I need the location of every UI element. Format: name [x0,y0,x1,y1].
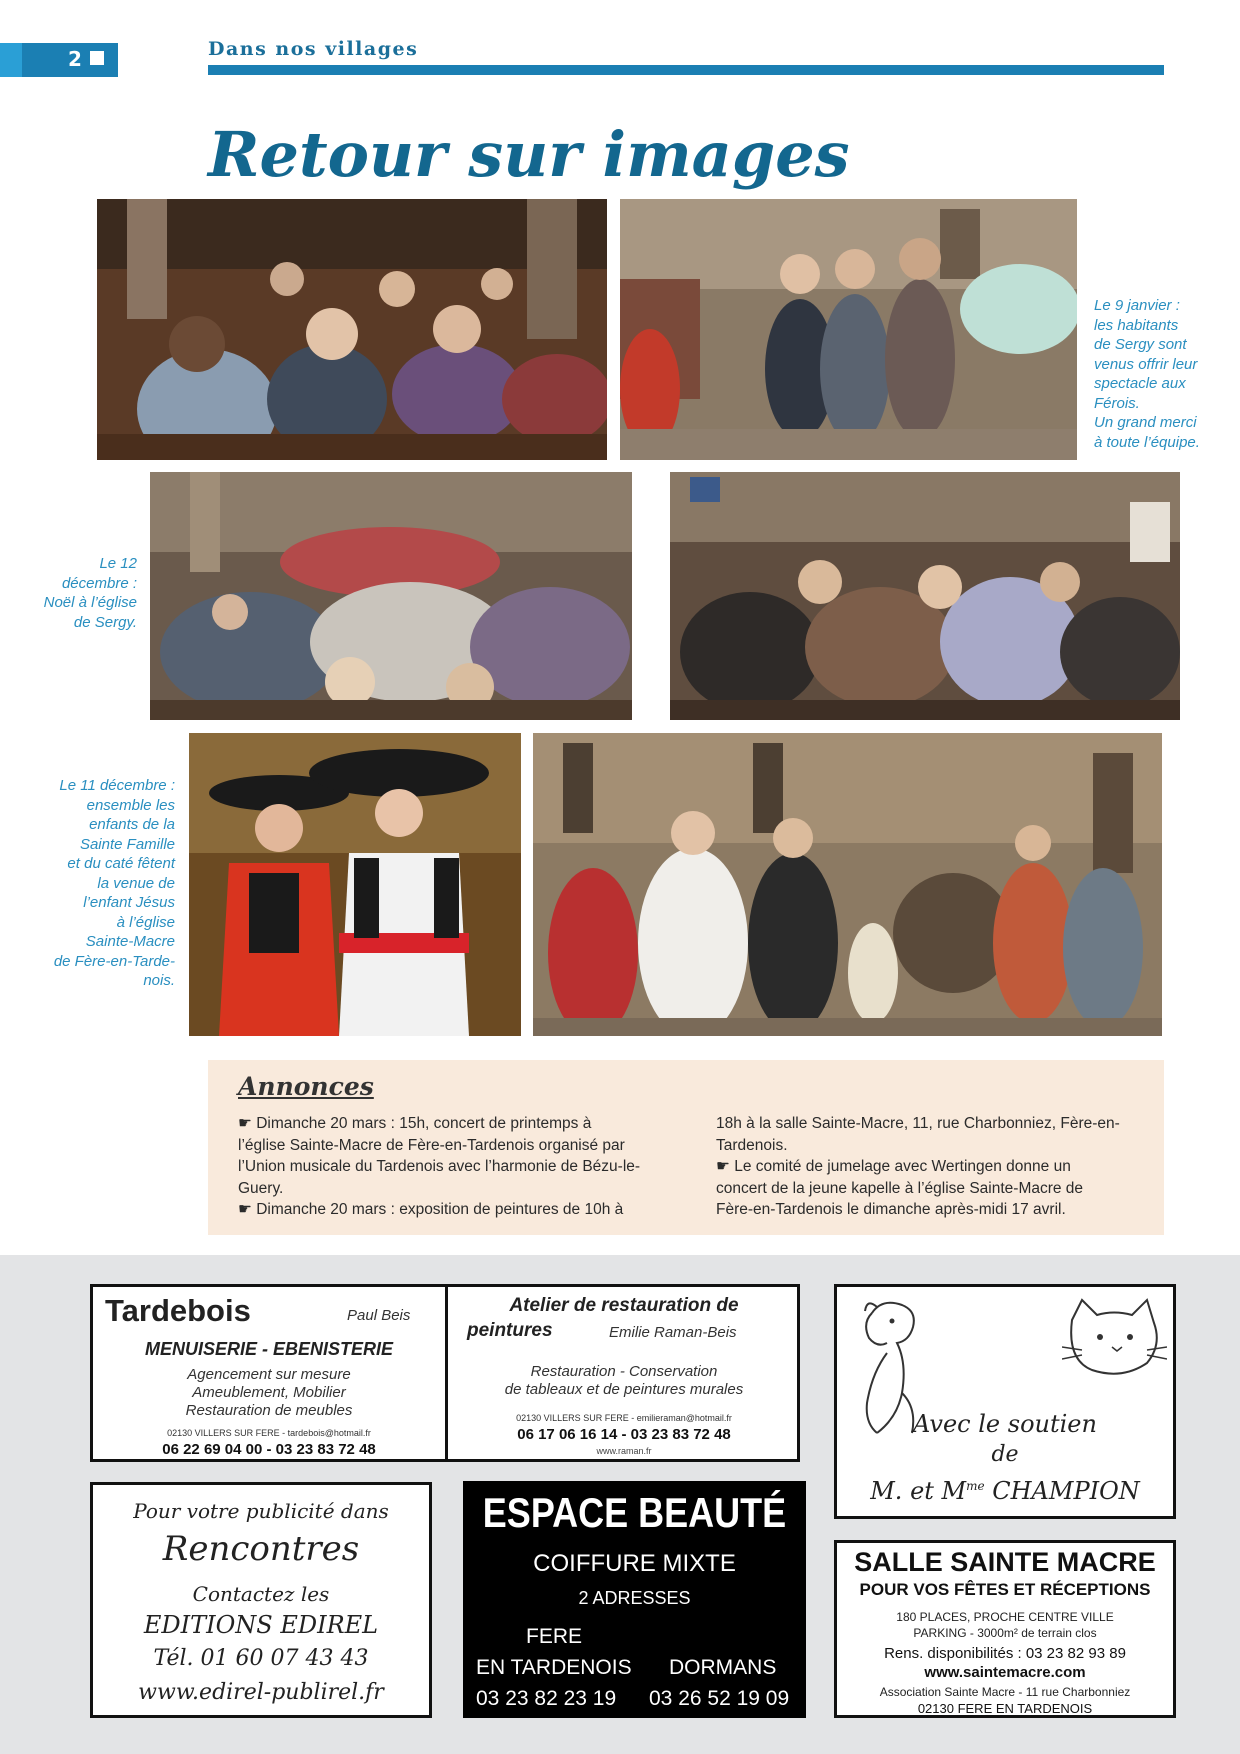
edirel-line-4: EDITIONS EDIREL [143,1611,379,1639]
photo-children-audience [97,199,607,460]
caption-12-decembre [0,554,137,632]
caption-9-janvier-line: les habitants [1094,316,1179,334]
beaute-city-1a: FERE [526,1625,583,1648]
caption-9-janvier-line: spectacle aux [1094,375,1186,392]
champion-line-3: M. et $M^{me}$ CHAMPION [870,1477,1140,1505]
ad-edirel [90,1482,432,1718]
atelier-person: Emilie Raman-Beis [609,1324,737,1341]
annonce-line: concert de la jeune kapelle à l’église Sainte-Macre de [716,1179,1084,1197]
beaute-subtitle: COIFFURE MIXTE [533,1550,736,1577]
beaute-title: ESPACE BEAUTÉ [482,1488,787,1536]
tardebois-trade: MENUISERIE - EBENISTERIE [144,1339,394,1359]
ad-divider [445,1287,448,1462]
caption-11-decembre-line: de Fère-en-Tarde- [53,952,175,970]
section-title: Dans nos villages [208,38,419,60]
atelier-address: 02130 VILLERS SUR FERE - emilieraman@hotmail.fr [516,1413,732,1423]
atelier-title-2: peintures [467,1320,553,1341]
annonces-column-right [716,1113,1156,1221]
caption-11-decembre [0,776,175,991]
cat-drawing-icon [1062,1295,1167,1380]
photo-sergy-spectacle [620,199,1077,460]
salle-title: SALLE SAINTE MACRE [854,1547,1156,1577]
edirel-phone: Tél. 01 60 07 43 43 [153,1646,369,1671]
caption-9-janvier-line: de Sergy sont [1094,336,1187,353]
caption-11-decembre-line: et du caté fêtent [67,855,175,872]
caption-12-decembre-line: Noël à l’église [43,594,137,611]
page-title: Retour sur images [208,118,850,191]
annonce-line: ☛ Dimanche 20 mars : exposition de peintures de 10h à [238,1201,624,1218]
caption-11-decembre-line: la venue de [97,874,175,892]
photo-noel-children [670,472,1180,720]
caption-9-janvier-line: à toute l’équipe. [1094,433,1200,451]
ad-champion [834,1284,1176,1519]
edirel-website: www.edirel-publirel.fr [138,1680,384,1705]
caption-11-decembre-line: à l’église [116,913,175,931]
ad-tardebois-atelier [90,1284,800,1462]
caption-9-janvier [1094,296,1234,452]
beaute-phone-2: 03 26 52 19 09 [649,1687,790,1710]
champion-line-1: Avec le soutien [913,1410,1097,1438]
beaute-city-2: DORMANS [669,1656,777,1679]
beaute-adresses: 2 ADRESSES [578,1588,691,1608]
annonces-column-left [238,1113,668,1221]
caption-11-decembre-line: nois. [143,972,175,989]
edirel-line-3: Contactez les [192,1582,330,1606]
annonce-line: Tardenois. [716,1136,788,1154]
annonce-line: l’église Sainte-Macre de Fère-en-Tardenois organisé par [238,1136,625,1154]
salle-line-1: 180 PLACES, PROCHE CENTRE VILLE [896,1610,1114,1624]
caption-9-janvier-line: Férois. [1094,394,1140,412]
caption-11-decembre-line: Sainte-Macre [85,933,175,950]
ad-salle-sainte-macre [834,1540,1176,1718]
photo-costumed-couple [189,733,521,1036]
salle-phone: Rens. disponibilités : 03 23 82 93 89 [884,1645,1126,1662]
annonce-line: ☛ Dimanche 20 mars : 15h, concert de printemps à [238,1115,592,1132]
caption-11-decembre-line: l’enfant Jésus [83,894,175,911]
salle-line-2: PARKING - 3000m² de terrain clos [913,1626,1097,1640]
beaute-phone-1: 03 23 82 23 19 [476,1687,617,1710]
tardebois-line-1: Agencement sur mesure [187,1366,351,1383]
annonces-title: Annonces [238,1072,374,1101]
section-rule [208,65,1164,75]
salle-website: www.saintemacre.com [924,1664,1086,1681]
caption-12-decembre-line: Le 12 [99,555,137,572]
tardebois-phones: 06 22 69 04 00 - 03 23 83 72 48 [162,1441,376,1458]
page-number-square [90,51,104,65]
edirel-line-2: Rencontres [162,1529,360,1569]
annonce-line: Guery. [238,1179,284,1197]
annonce-line: Fère-en-Tardenois le dimanche après-midi 17 avril. [716,1201,1066,1218]
caption-11-decembre-line: enfants de la [89,816,175,833]
champion-line-2: de [991,1442,1019,1467]
salle-line-6: 02130 FERE EN TARDENOIS [917,1701,1093,1716]
tardebois-line-3: Restauration de meubles [185,1402,353,1419]
caption-11-decembre-line: ensemble les [86,796,175,814]
annonce-line: ☛ Le comité de jumelage avec Wertingen donne un [716,1158,1071,1175]
photo-nativity-play [533,733,1162,1036]
caption-9-janvier-line: Un grand merci [1094,414,1197,431]
atelier-line-2: de tableaux et de peintures murales [504,1381,744,1398]
tardebois-name: Tardebois [105,1293,251,1328]
caption-12-decembre-line: décembre : [61,574,137,592]
salle-subtitle: POUR VOS FÊTES ET RÉCEPTIONS [859,1580,1151,1599]
caption-11-decembre-line: Sainte Famille [79,835,175,853]
ad-espace-beaute [463,1481,806,1718]
tardebois-person: Paul Beis [347,1307,411,1324]
tardebois-line-2: Ameublement, Mobilier [192,1384,346,1401]
salle-line-5: Association Sainte Macre - 11 rue Charbonniez [879,1685,1131,1699]
tardebois-address: 02130 VILLERS SUR FERE - tardebois@hotmail.fr [167,1428,371,1438]
caption-12-decembre-line: de Sergy. [73,613,137,631]
atelier-phones: 06 17 06 16 14 - 03 23 83 72 48 [517,1426,731,1443]
atelier-web: www.raman.fr [596,1446,652,1456]
annonce-line: l’Union musicale du Tardenois avec l’harmonie de Bézu-le- [238,1158,641,1175]
caption-11-decembre-line: Le 11 décembre : [59,777,175,794]
page-number: 2 [68,47,82,71]
photo-noel-sergy [150,472,632,720]
atelier-line-1: Restauration - Conservation [530,1363,718,1380]
caption-9-janvier-line: Le 9 janvier : [1094,297,1180,314]
annonce-line: 18h à la salle Sainte-Macre, 11, rue Charbonniez, Fère-en- [716,1115,1120,1132]
edirel-line-1: Pour votre publicité dans [133,1499,389,1523]
caption-9-janvier-line: venus offrir leur [1094,355,1198,373]
atelier-title-1: Atelier de restauration de [509,1295,739,1316]
beaute-city-1b: EN TARDENOIS [476,1656,632,1679]
